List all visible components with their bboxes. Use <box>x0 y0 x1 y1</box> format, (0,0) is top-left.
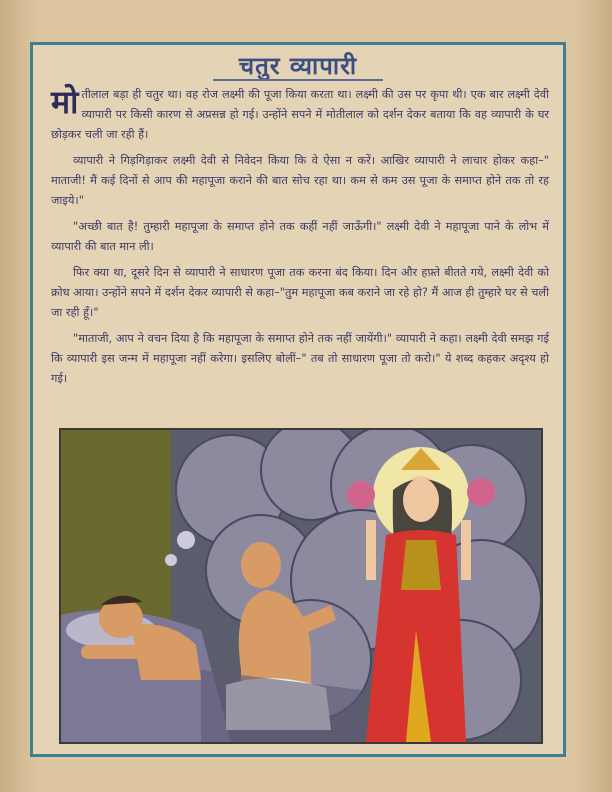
paragraph-3: "अच्छी बात है! तुम्हारी महापूजा के समाप्त होने तक कहीं नहीं जाऊँगी।" लक्ष्मी देवी ने महापूजा पाने के लोभ में व्यापारी की बात मान ली। <box>51 220 549 253</box>
story-frame <box>30 42 566 757</box>
paragraph-2: व्यापारी ने गिड़गिड़ाकर लक्ष्मी देवी से निवेदन किया कि वे ऐसा न करें। आखिर व्यापारी ने लाचार होकर कहा–" माताजी! मैं कई दिनों से आप की महापूजा कराने की बात सोच रहा था। कम से कम उस पूजा के समाप्त होने तक तो रह जाइये।" <box>51 154 549 207</box>
thought-bubble <box>165 554 177 566</box>
wall-panel <box>61 430 171 620</box>
paragraph-4: फिर क्या था, दूसरे दिन से व्यापारी ने साधारण पूजा तक करना बंद किया। दिन और हफ़्ते बीतते गये, लक्ष्मी देवी को क्रोध आया। उन्होंने सपने में दर्शन देकर व्यापारी से कहा–"तुम महापूजा कब कराने जा रहे हो? मैं आज ही तुम्हारे घर से चली जा रही हूँ।" <box>51 266 549 319</box>
story-title: चतुर व्यापारी <box>238 52 358 80</box>
thought-bubble <box>177 531 195 549</box>
illustration-art <box>61 430 541 742</box>
drop-cap: मो <box>51 83 79 121</box>
story-body <box>51 85 549 395</box>
paragraph-1 <box>51 85 549 145</box>
story-illustration <box>59 428 543 744</box>
title-underline <box>213 79 383 81</box>
paragraph-5: "माताजी, आप ने वचन दिया है कि महापूजा के समाप्त होने तक नहीं जायेंगी।" व्यापारी ने कहा। लक्ष्मी देवी समझ गई कि व्यापारी इस जन्म में महापूजा नहीं करेगा। इसलिए बोलीं–" तब तो साधारण पूजा तो करो।" ये शब्द कहकर अदृश्य हो गई। <box>51 332 549 385</box>
paragraph-1-text: तीलाल बड़ा ही चतुर था। वह रोज लक्ष्मी की पूजा किया करता था। लक्ष्मी की उस पर कृपा थी। एक बार लक्ष्मी देवी व्यापारी पर किसी कारण से अप्रसन्न हो गई। उन्होंने सपने में मोतीलाल को दर्शन देकर बताया कि वह व्यापारी के घर छोड़कर चली जा रही हैं। <box>51 88 549 141</box>
